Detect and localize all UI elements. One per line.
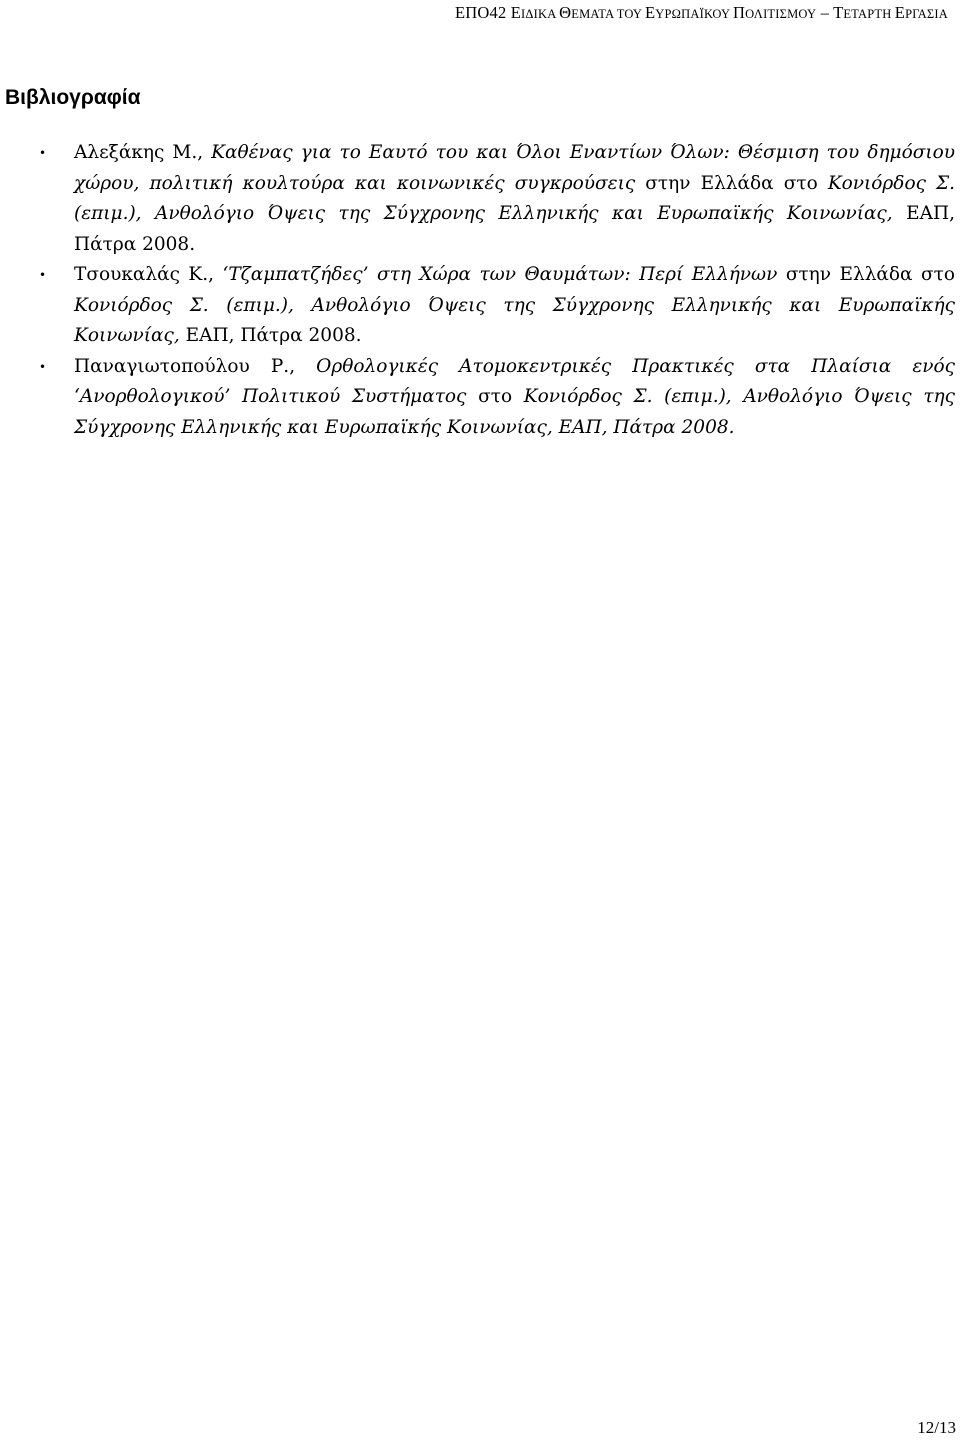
header-text-segment: – xyxy=(816,3,834,22)
reference-publisher: ΕΑΠ, Πάτρα 2008. xyxy=(179,325,362,346)
bullet-icon: • xyxy=(39,146,47,160)
reference-item xyxy=(0,260,955,352)
running-header xyxy=(455,3,948,23)
reference-connector: στο xyxy=(466,386,513,407)
header-text-segment: ΙΔΙΚΑ xyxy=(521,7,560,21)
reference-title: Καθένας για το Εαυτό του και Όλοι Εναντίων Όλων: Θέσμιση του δημόσιου χώρου, πολιτική κουλτούρα και κοινωνικές συγκρούσεις xyxy=(74,142,955,194)
header-text-segment: Τ xyxy=(833,3,844,22)
bullet-icon: • xyxy=(39,268,47,282)
page-number: 12/13 xyxy=(917,1418,956,1437)
reference-author: Αλεξάκης Μ., xyxy=(74,142,204,163)
reference-list xyxy=(0,138,955,443)
reference-editor: Κονιόρδος Σ. (επιμ.), Ανθολόγιο Όψεις της Σύγχρονης Ελληνικής και Ευρωπαϊκής Κοινωνίας, xyxy=(74,294,955,346)
reference-title: Ορθολογικές Ατομοκεντρικές Πρακτικές στα Πλαίσια ενός ‘Ανορθολογικού’ Πολιτικού Συστήματος xyxy=(74,355,955,407)
reference-editor: Κονιόρδος Σ. (επιμ.), Ανθολόγιο Όψεις της Σύγχρονης Ελληνικής και Ευρωπαϊκής Κοινωνίας, xyxy=(74,172,955,224)
header-text-segment: ΕΜΑΤΑ ΤΟΥ xyxy=(571,7,646,21)
header-text-segment: Θ xyxy=(559,3,572,22)
header-text-segment: Π xyxy=(733,3,746,22)
header-text-segment: ΕΠΟ42 xyxy=(455,3,511,22)
reference-item xyxy=(0,138,955,260)
header-text-segment: Ε xyxy=(894,3,906,22)
reference-item xyxy=(0,352,955,444)
reference-publisher: ΕΑΠ, Πάτρα 2008. xyxy=(74,203,956,255)
reference-connector: στην Ελλάδα στο xyxy=(635,172,818,194)
reference-author: Τσουκαλάς Κ., xyxy=(74,264,215,285)
reference-title: ‘Τζαμπατζήδες’ στη Χώρα των Θαυμάτων: Περί Ελλήνων xyxy=(214,264,778,285)
header-text-segment: ΡΓΑΣΙΑ xyxy=(905,7,948,21)
reference-editor: Κονιόρδος Σ. (επιμ.), Ανθολόγιο Όψεις της Σύγχρονης Ελληνικής και Ευρωπαϊκής Κοινωνίας, ΕΑΠ, Πάτρα 2008. xyxy=(74,386,956,438)
header-text-segment: ΕΤΑΡΤΗ xyxy=(843,7,895,21)
header-text-segment: Ε xyxy=(645,3,656,22)
reference-author: Παναγιωτοπούλου Ρ., xyxy=(74,355,296,377)
bibliography-heading: Βιβλιογραφία xyxy=(5,86,141,109)
header-text-segment: ΟΛΙΤΙΣΜΟΥ xyxy=(745,7,817,21)
bullet-icon: • xyxy=(39,359,47,374)
reference-connector: στην Ελλάδα στο xyxy=(777,264,955,285)
header-text-segment: Ε xyxy=(510,3,522,22)
header-text-segment: ΥΡΩΠΑΪΚΟΥ xyxy=(655,7,734,21)
